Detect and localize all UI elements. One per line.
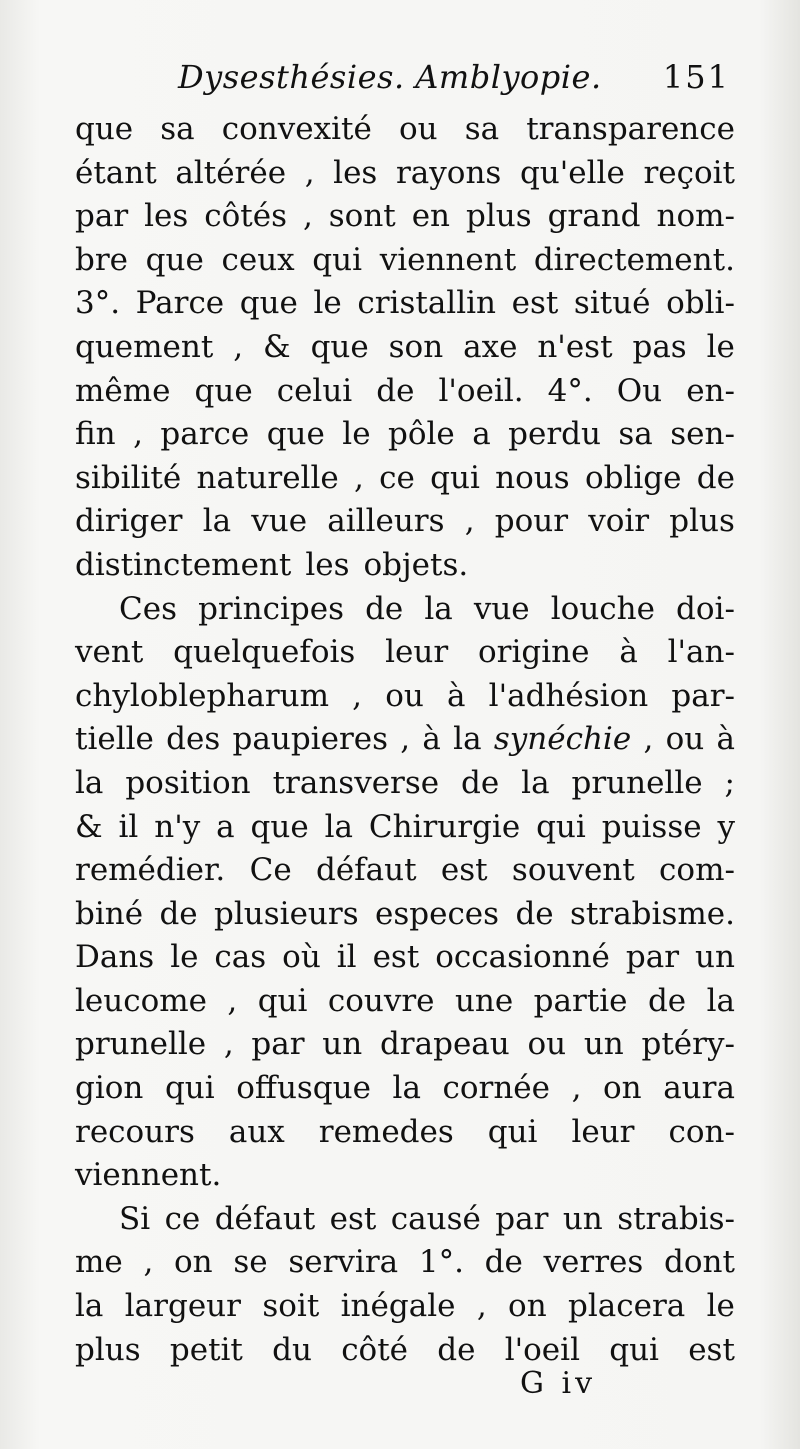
word: puisse [601,808,702,845]
word: la [75,764,104,801]
word: du [272,1331,312,1368]
text-line [75,1023,735,1067]
word: est [511,285,559,322]
text-line [75,457,735,501]
word: à [619,634,638,671]
word: le [313,285,342,322]
word: , [304,154,315,191]
word: viennent [379,241,517,278]
word: pôle [387,416,455,453]
word: ptéry- [641,1026,735,1063]
word: l'oeil [504,1331,580,1368]
word: situé [573,285,651,322]
word: de [647,982,687,1019]
word: ou [665,721,705,758]
word: on [508,1288,547,1325]
word: Parce [135,285,225,322]
word: strabisme. [570,895,735,932]
text-line [75,1067,735,1111]
word: voir [588,503,650,540]
word: n'est [537,328,613,365]
word: la [202,503,232,540]
text-line [75,849,735,893]
text-line [75,370,735,414]
word: paupieres [232,721,389,758]
word: 4°. [547,372,593,409]
word: obli- [666,285,735,322]
word: cristallin [357,285,497,322]
word: ce [164,1200,201,1237]
word: objets. [363,546,469,583]
word: de [696,459,735,496]
text-line [75,282,735,326]
word: doi- [676,590,735,627]
text-line [75,980,735,1024]
word: ou [527,1026,567,1063]
word: à [447,677,466,714]
word: a [216,808,235,845]
text-line [75,588,735,632]
word: remédier. [75,852,226,889]
text-line [75,936,735,980]
word: naturelle [196,459,339,496]
word: occasionné [435,939,610,976]
word: parce [160,416,250,453]
word: Si [119,1200,151,1237]
word: altérée [175,154,287,191]
word: aura [663,1070,735,1107]
word: qui [164,1070,215,1107]
word: en- [686,372,735,409]
word: souvent [511,852,635,889]
word: strabis- [617,1200,735,1237]
word: axe [463,328,518,365]
word: plus [669,503,735,540]
word: de [437,1331,476,1368]
word: que [239,285,298,322]
word: le [170,939,199,976]
word: oblige [584,459,682,496]
word: un [562,1200,603,1237]
word: des [166,721,221,758]
word: de [159,895,198,932]
word: on [603,1070,642,1107]
word: les [333,154,378,191]
word: les [144,198,189,235]
word: remedes [318,1113,454,1150]
word: l'oeil. [438,372,524,409]
word: par [251,1026,305,1063]
word: plus [75,1331,141,1368]
text-line [75,326,735,370]
word: côtés [204,198,287,235]
text-line [75,631,735,675]
word: verres [543,1244,644,1281]
word: ou [398,111,438,147]
word: grand [547,198,641,235]
word: qui [312,241,363,278]
word: vue [473,590,530,627]
word: position [125,764,251,801]
signature-mark: G iv [520,1366,597,1401]
word: est [440,852,488,889]
word: à [422,721,441,758]
word: , [476,1288,487,1325]
word: petit [169,1331,243,1368]
word: la [706,982,735,1019]
word: en [411,198,451,235]
word: défaut [315,852,417,889]
word: sen- [670,416,735,453]
word: viennent. [75,1157,222,1194]
word: qui [430,459,480,496]
word: par [625,939,680,976]
word: largeur [124,1288,241,1325]
word: soit [262,1288,320,1325]
text-line [75,413,735,457]
word: on [174,1244,213,1281]
word: défaut [214,1200,316,1237]
word: louche [550,590,655,627]
word: est [372,939,420,976]
word: leucome [75,982,207,1019]
word: que [266,416,325,453]
word: une [454,982,514,1019]
word: par [495,1200,549,1237]
word: vent [75,634,144,671]
word: y [717,808,735,845]
word: , [352,677,363,714]
word: son [388,328,444,365]
word: placera [568,1288,686,1325]
word: & [263,328,291,365]
body-text [75,108,735,1372]
word: gion [75,1070,144,1107]
word: & [75,808,103,845]
word: Ou [616,372,663,409]
word: Ces [119,590,177,627]
word: même [75,372,171,409]
word: , [400,721,411,758]
word: leur [385,634,449,671]
word: que [75,111,134,147]
word: recours [75,1113,195,1150]
text-line [75,893,735,937]
word: 3°. [75,285,121,322]
word: 1°. [418,1244,464,1281]
text-line [75,500,735,544]
word: les [305,546,350,583]
word: la [75,1288,104,1325]
word: est [688,1331,735,1368]
word: , [464,503,475,540]
word: causé [390,1200,481,1237]
word: , [302,198,313,235]
word: , [354,459,364,496]
word: ou [385,677,424,714]
word: que [310,328,369,365]
word: plus [465,198,532,235]
text-line [75,108,735,152]
word: ceux [221,241,295,278]
word: origine [478,634,590,671]
word: distinctement [75,546,292,583]
word: prunelle [75,1026,207,1063]
word: couvre [327,982,435,1019]
word: que [194,372,253,409]
word: qui [257,982,308,1019]
word: sa [160,111,195,147]
word: de [515,895,554,932]
word: le [342,416,371,453]
word: partie [533,982,628,1019]
word: aux [228,1113,285,1150]
word: leur [571,1113,635,1150]
word: reçoit [643,154,735,191]
word: offusque [236,1070,371,1107]
word: a [472,416,491,453]
word: quement [75,328,214,365]
text-line [75,1329,735,1373]
word: sont [328,198,396,235]
word: que [250,808,309,845]
word: qui [609,1331,659,1368]
word: il [118,808,139,845]
word: la [424,590,453,627]
word: directement. [533,241,735,278]
word: par- [671,677,735,714]
word: principes [198,590,344,627]
word: à [716,721,735,758]
word: tielle [75,721,154,758]
text-line [75,239,735,283]
word: vue [251,503,308,540]
word: se [233,1244,268,1281]
word: transparence [526,111,735,147]
word: dont [664,1244,735,1281]
word: la [453,721,482,758]
word: quelquefois [173,634,356,671]
word: nous [495,459,570,496]
word: Chirurgie [368,808,521,845]
word: biné [75,895,144,932]
word: inégale [340,1288,456,1325]
word: que [145,241,204,278]
word: fin [75,416,116,453]
word: plusieurs [214,895,359,932]
word: la [324,808,353,845]
word: sa [618,416,653,453]
word: , [571,1070,582,1107]
word: cornée [442,1070,551,1107]
word: chyloblepharum [75,677,329,714]
word: pas [632,328,687,365]
word: de [365,590,404,627]
text-line [75,806,735,850]
word: especes [375,895,500,932]
word: le [706,328,735,365]
word: synéchie [493,721,632,758]
word: drapeau [379,1026,510,1063]
word: Ce [249,852,292,889]
text-line [75,544,735,588]
word: de [461,764,500,801]
word: pour [494,503,569,540]
word: transverse [272,764,440,801]
word: rayons [395,154,502,191]
word: convexité [221,111,372,147]
running-title: Dysesthésies. Amblyopie. [178,58,602,96]
word: il [336,939,357,976]
word: celui [276,372,353,409]
word: diriger [75,503,183,540]
word: qui [536,808,586,845]
text-line [75,718,735,762]
word: cas [214,939,267,976]
word: le [706,1288,735,1325]
word: , [223,1026,234,1063]
word: servira [288,1244,399,1281]
word: la [521,764,550,801]
text-line [75,1111,735,1155]
word: perdu [508,416,601,453]
word: , [227,982,238,1019]
word: sibilité [75,459,182,496]
word: de [484,1244,523,1281]
word: un [695,939,735,976]
word: est [329,1200,377,1237]
word: de [376,372,415,409]
text-line [75,1154,735,1198]
text-line [75,762,735,806]
word: Dans [75,939,155,976]
word: la [392,1070,421,1107]
word: étant [75,154,157,191]
page-header [178,52,738,102]
word: côté [341,1331,409,1368]
word: qu'elle [519,154,625,191]
word: n'y [154,808,201,845]
word: , [143,1244,154,1281]
word: ; [724,764,735,801]
word: où [282,939,321,976]
text-line [75,152,735,196]
text-line [75,1241,735,1285]
word: , [643,721,654,758]
text-line [75,1285,735,1329]
word: , [133,416,143,453]
word: un [322,1026,363,1063]
word: nom- [656,198,735,235]
word: ailleurs [327,503,445,540]
word: par [75,198,129,235]
page-number: 151 [662,58,730,96]
word: un [583,1026,624,1063]
word: , [233,328,244,365]
text-line [75,1198,735,1242]
word: sa [464,111,500,147]
text-line [75,195,735,239]
text-line [75,675,735,719]
word: bre [75,241,129,278]
word: l'adhésion [488,677,649,714]
word: qui [487,1113,538,1150]
word: com- [659,852,735,889]
word: con- [668,1113,735,1150]
word: ce [379,459,415,496]
word: l'an- [667,634,735,671]
word: me [75,1244,123,1281]
word: prunelle [571,764,703,801]
